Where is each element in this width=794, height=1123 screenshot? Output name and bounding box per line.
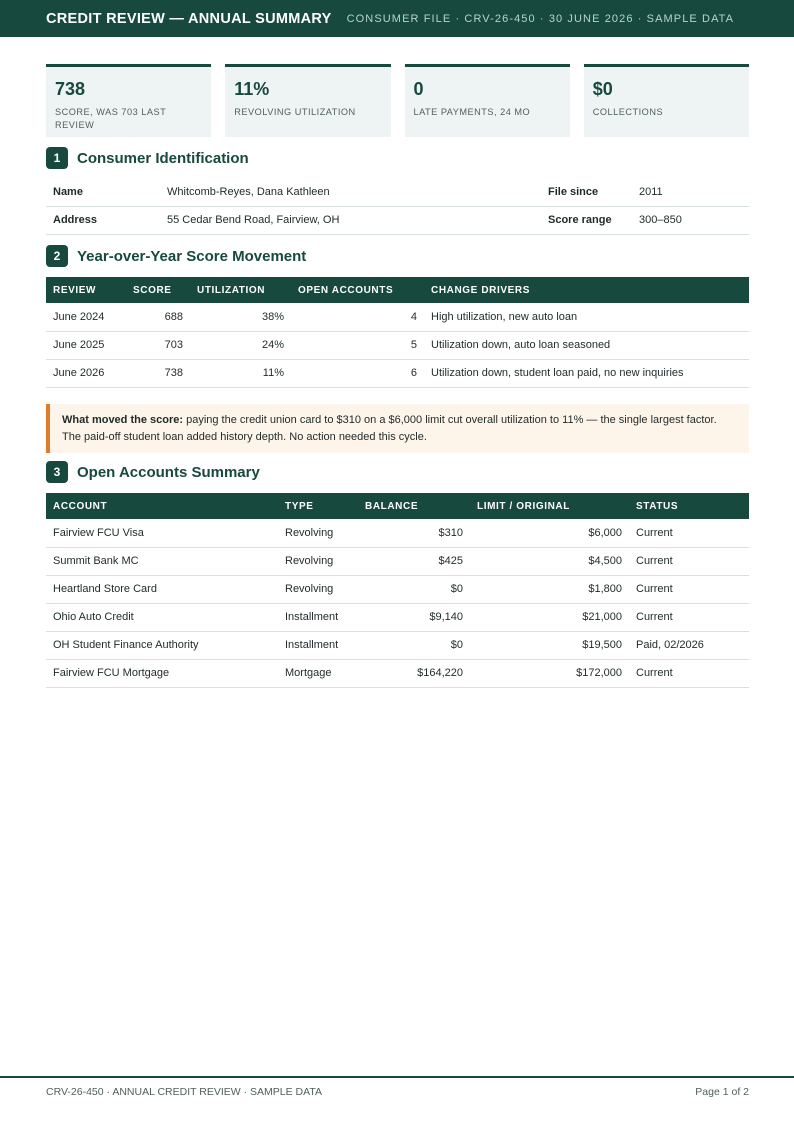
balance-cell: $9,140 xyxy=(358,603,470,631)
type-cell: Mortgage xyxy=(278,659,358,687)
limit-cell: $21,000 xyxy=(470,603,629,631)
column-header: BALANCE xyxy=(358,493,470,519)
table-row xyxy=(46,331,749,359)
kpi-card-score xyxy=(46,64,211,137)
column-header: OPEN ACCOUNTS xyxy=(291,277,424,303)
field-value: Whitcomb-Reyes, Dana Kathleen xyxy=(160,178,541,206)
account-cell: Fairview FCU Mortgage xyxy=(46,659,278,687)
kpi-label: SCORE, WAS 703 LAST REVIEW xyxy=(55,107,167,130)
limit-cell: $4,500 xyxy=(470,547,629,575)
open-accounts-cell: 4 xyxy=(291,303,424,331)
balance-cell: $0 xyxy=(358,575,470,603)
table-row xyxy=(46,659,749,687)
table-row xyxy=(46,603,749,631)
kpi-card-collections xyxy=(584,64,749,137)
field-label: File since xyxy=(541,178,632,206)
table-row xyxy=(46,575,749,603)
section-title: Open Accounts Summary xyxy=(77,463,260,481)
column-header: STATUS xyxy=(629,493,749,519)
field-label: Address xyxy=(46,206,160,234)
section-number-badge: 3 xyxy=(46,461,68,483)
callout-lead: What moved the score: xyxy=(62,414,184,426)
page-footer xyxy=(0,1076,794,1098)
table-header-row xyxy=(46,277,749,303)
footer-reference: CRV-26-450 · ANNUAL CREDIT REVIEW · SAMPLE DATA xyxy=(46,1086,322,1098)
utilization-cell: 11% xyxy=(190,359,291,387)
status-cell: Current xyxy=(629,659,749,687)
drivers-cell: Utilization down, auto loan seasoned xyxy=(424,331,749,359)
open-accounts-cell: 6 xyxy=(291,359,424,387)
score-cell: 738 xyxy=(126,359,190,387)
column-header: UTILIZATION xyxy=(190,277,291,303)
table-row xyxy=(46,178,749,206)
section-number-badge: 1 xyxy=(46,147,68,169)
column-header: LIMIT / ORIGINAL xyxy=(470,493,629,519)
table-row xyxy=(46,547,749,575)
review-cell: June 2024 xyxy=(46,303,126,331)
type-cell: Revolving xyxy=(278,575,358,603)
type-cell: Revolving xyxy=(278,519,358,547)
balance-cell: $164,220 xyxy=(358,659,470,687)
field-value: 55 Cedar Bend Road, Fairview, OH xyxy=(160,206,541,234)
section-header-score-movement xyxy=(46,245,306,267)
score-explanation-callout xyxy=(46,404,749,453)
field-value: 300–850 xyxy=(632,206,749,234)
kpi-label: REVOLVING UTILIZATION xyxy=(234,107,356,117)
table-row xyxy=(46,303,749,331)
kpi-row xyxy=(46,64,749,137)
section-title: Year-over-Year Score Movement xyxy=(77,247,307,265)
column-header: TYPE xyxy=(278,493,358,519)
balance-cell: $0 xyxy=(358,631,470,659)
kpi-value: 11% xyxy=(234,79,270,99)
callout-text: paying the credit union card to $310 on a $6,000 limit cut overall utilization to 11% — the single largest factor. The paid-off student loan added history depth. No action needed this cycle. xyxy=(62,414,717,443)
account-cell: OH Student Finance Authority xyxy=(46,631,278,659)
open-accounts-cell: 5 xyxy=(291,331,424,359)
limit-cell: $19,500 xyxy=(470,631,629,659)
section-title: Consumer Identification xyxy=(77,149,249,167)
section-header-identification xyxy=(46,147,249,169)
utilization-cell: 24% xyxy=(190,331,291,359)
limit-cell: $6,000 xyxy=(470,519,629,547)
review-cell: June 2026 xyxy=(46,359,126,387)
type-cell: Installment xyxy=(278,631,358,659)
kpi-card-utilization xyxy=(225,64,390,137)
type-cell: Installment xyxy=(278,603,358,631)
score-cell: 688 xyxy=(126,303,190,331)
account-cell: Heartland Store Card xyxy=(46,575,278,603)
table-row xyxy=(46,631,749,659)
status-cell: Current xyxy=(629,547,749,575)
status-cell: Current xyxy=(629,575,749,603)
kpi-value: 0 xyxy=(413,79,424,99)
utilization-cell: 38% xyxy=(190,303,291,331)
header-bar xyxy=(0,0,794,37)
kpi-value: 738 xyxy=(55,79,86,99)
page-number: Page 1 of 2 xyxy=(695,1086,749,1098)
open-accounts-table xyxy=(46,493,749,688)
balance-cell: $425 xyxy=(358,547,470,575)
drivers-cell: High utilization, new auto loan xyxy=(424,303,749,331)
status-cell: Current xyxy=(629,519,749,547)
table-row xyxy=(46,359,749,387)
balance-cell: $310 xyxy=(358,519,470,547)
column-header: SCORE xyxy=(126,277,190,303)
kpi-label: LATE PAYMENTS, 24 MO xyxy=(413,107,531,117)
score-cell: 703 xyxy=(126,331,190,359)
account-cell: Fairview FCU Visa xyxy=(46,519,278,547)
score-movement-table xyxy=(46,277,749,388)
column-header: CHANGE DRIVERS xyxy=(424,277,749,303)
limit-cell: $172,000 xyxy=(470,659,629,687)
kpi-card-late-payments xyxy=(405,64,570,137)
column-header: REVIEW xyxy=(46,277,126,303)
status-cell: Paid, 02/2026 xyxy=(629,631,749,659)
document-meta: CONSUMER FILE · CRV-26-450 · 30 JUNE 2026 · SAMPLE DATA xyxy=(346,12,735,25)
identification-table xyxy=(46,178,749,235)
field-value: 2011 xyxy=(632,178,749,206)
document-title: CREDIT REVIEW — ANNUAL SUMMARY xyxy=(46,10,332,27)
limit-cell: $1,800 xyxy=(470,575,629,603)
table-header-row xyxy=(46,493,749,519)
account-cell: Ohio Auto Credit xyxy=(46,603,278,631)
account-cell: Summit Bank MC xyxy=(46,547,278,575)
kpi-value: $0 xyxy=(592,79,613,99)
review-cell: June 2025 xyxy=(46,331,126,359)
section-number-badge: 2 xyxy=(46,245,68,267)
field-label: Name xyxy=(46,178,160,206)
type-cell: Revolving xyxy=(278,547,358,575)
section-header-open-accounts xyxy=(46,461,260,483)
drivers-cell: Utilization down, student loan paid, no new inquiries xyxy=(424,359,749,387)
column-header: ACCOUNT xyxy=(46,493,278,519)
table-row xyxy=(46,206,749,234)
status-cell: Current xyxy=(629,603,749,631)
kpi-label: COLLECTIONS xyxy=(592,107,664,117)
field-label: Score range xyxy=(541,206,632,234)
table-row xyxy=(46,519,749,547)
